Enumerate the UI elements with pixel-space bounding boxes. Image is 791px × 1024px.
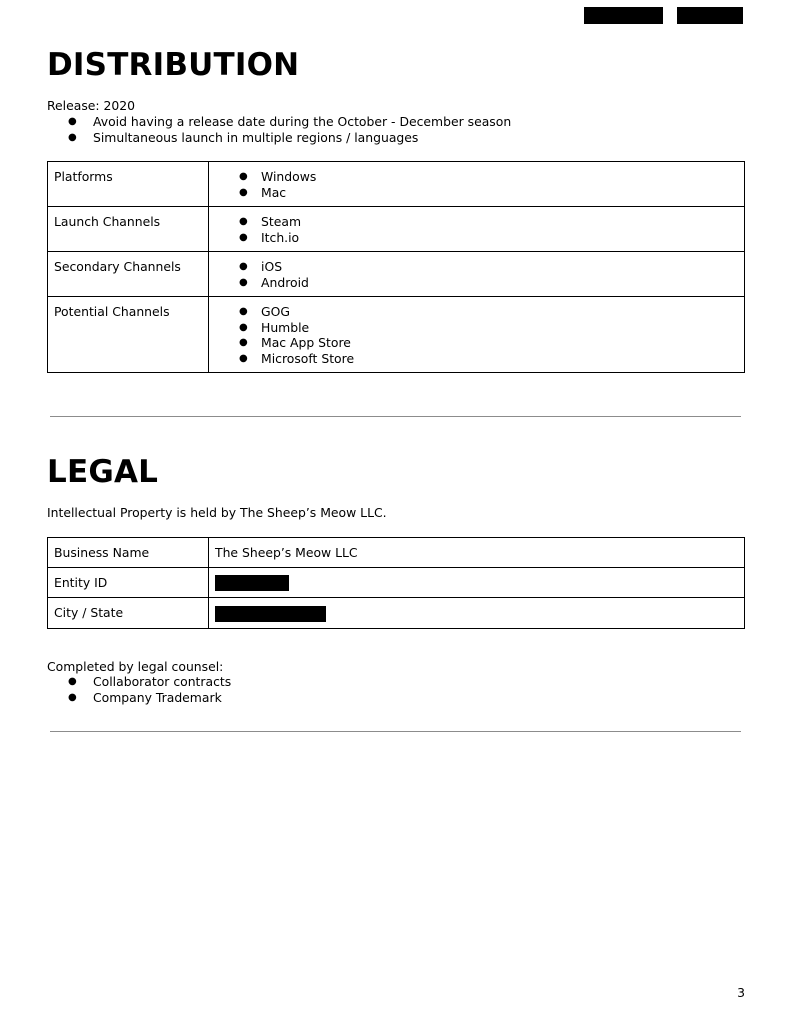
list-item [215,214,738,230]
distribution-table [47,161,745,373]
distribution-note-text: Simultaneous launch in multiple regions / languages [93,129,419,145]
table-row [48,538,745,568]
distribution-note [68,114,511,130]
distribution-note [68,130,511,146]
list-item-text: iOS [261,259,283,274]
table-value-cell [209,297,745,373]
distribution-heading: DISTRIBUTION [47,47,300,83]
table-value-cell [209,207,745,252]
table-label-cell: Business Name [48,538,209,568]
list-item [215,320,738,336]
table-row [48,567,745,598]
bullet-icon: ● [239,231,248,243]
bullet-icon: ● [239,171,248,182]
table-value-cell [209,162,745,207]
bullet-icon: ● [68,131,77,143]
redacted-city-state [215,606,326,622]
release-line: Release: 2020 [47,98,136,113]
bullet-icon: ● [68,676,77,687]
ip-statement: Intellectual Property is held by The Sheep’s Meow LLC. [47,505,387,520]
table-label-cell: Entity ID [48,567,209,598]
bullet-icon: ● [239,186,248,198]
section-divider [50,416,741,417]
page-number: 3 [737,985,745,1000]
bullet-icon: ● [68,691,77,703]
table-value-cell: The Sheep’s Meow LLC [209,538,745,568]
table-label-cell: Launch Channels [48,207,209,252]
list-item [215,304,738,320]
bullet-icon: ● [239,321,248,333]
list-item-text: Steam [261,214,302,229]
table-value-cell [209,598,745,629]
table-row [48,297,745,373]
redacted-header-block-2 [677,7,743,24]
list-item [68,690,231,706]
legal-heading: LEGAL [47,454,159,490]
list-item-text: Company Trademark [93,689,222,705]
list-item-text: GOG [261,304,290,319]
distribution-notes [68,114,511,145]
section-divider [50,731,741,732]
table-row [48,162,745,207]
table-label-cell: Potential Channels [48,297,209,373]
bullet-icon: ● [239,261,248,272]
list-item [215,351,738,367]
bullet-icon: ● [239,216,248,227]
table-row [48,598,745,629]
bullet-icon: ● [239,337,248,348]
completed-label: Completed by legal counsel: [47,659,224,674]
list-item-text: Itch.io [261,229,300,245]
list-item-text: Mac App Store [261,335,351,350]
bullet-icon: ● [239,276,248,288]
table-value-cell [209,252,745,297]
table-row [48,207,745,252]
table-row [48,252,745,297]
bullet-icon: ● [68,116,77,127]
list-item [215,169,738,185]
table-value-cell [209,567,745,598]
list-item [215,259,738,275]
list-item [215,185,738,201]
list-item-text: Mac [261,184,287,200]
legal-table [47,537,745,629]
bullet-icon: ● [239,352,248,364]
list-item [215,335,738,351]
list-item-text: Collaborator contracts [93,674,232,689]
table-label-cell: Secondary Channels [48,252,209,297]
list-item [215,230,738,246]
redacted-header-block-1 [584,7,663,24]
table-label-cell: Platforms [48,162,209,207]
list-item-text: Microsoft Store [261,350,355,366]
list-item-text: Windows [261,169,317,184]
bullet-icon: ● [239,306,248,317]
list-item-text: Android [261,274,309,290]
distribution-note-text: Avoid having a release date during the October - December season [93,114,512,129]
completed-items [68,674,231,705]
redacted-entity-id [215,575,289,591]
list-item-text: Humble [261,319,310,335]
list-item [68,674,231,690]
list-item [215,275,738,291]
table-label-cell: City / State [48,598,209,629]
